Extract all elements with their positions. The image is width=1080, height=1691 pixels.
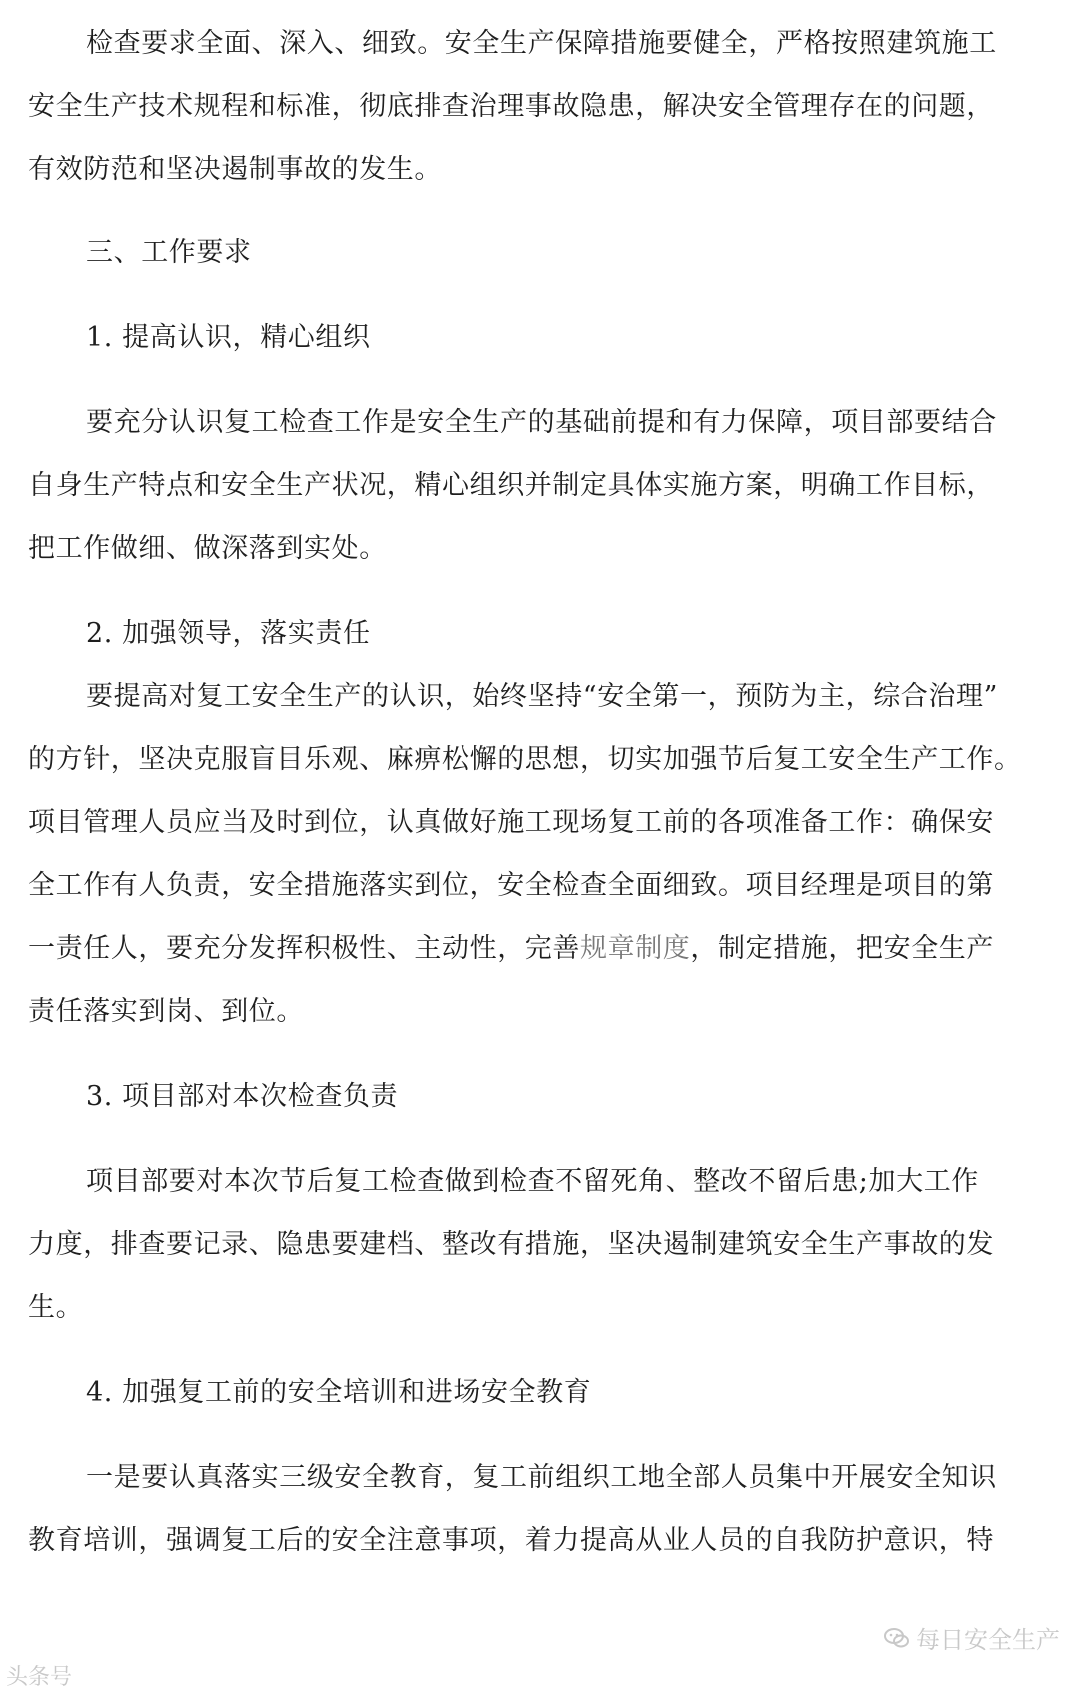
text-segment: ，制定措施，把安全生产 (690, 933, 995, 964)
text-line: 一是要认真落实三级安全教育，复工前组织工地全部人员集中开展安全知识 (86, 1462, 997, 1493)
subsection-heading: 3. 项目部对本次检查负责 (86, 1081, 399, 1112)
text-line: 把工作做细、做深落到实处。 (28, 533, 387, 564)
text-line: 全工作有人负责，安全措施落实到位，安全检查全面细致。项目经理是项目的第 (28, 870, 994, 901)
text-line: 安全生产技术规程和标准，彻底排查治理事故隐患，解决安全管理存在的问题， (28, 91, 994, 122)
text-line: 生。 (28, 1292, 84, 1323)
text-line: 项目部要对本次节后复工检查做到检查不留死角、整改不留后患;加大工作 (86, 1166, 979, 1197)
text-line: 力度，排查要记录、隐患要建档、整改有措施，坚决遏制建筑安全生产事故的发 (28, 1229, 994, 1260)
text-line: 教育培训，强调复工后的安全注意事项，着力提高从业人员的自我防护意识，特 (28, 1525, 994, 1556)
text-line (28, 932, 994, 966)
text-segment: 一责任人，要充分发挥积极性、主动性，完善 (28, 933, 580, 964)
wechat-icon (884, 1627, 910, 1649)
link-text: 规章制度 (580, 933, 691, 964)
watermark-right (884, 1620, 1060, 1655)
subsection-heading: 4. 加强复工前的安全培训和进场安全教育 (86, 1377, 592, 1408)
watermark-text: 每日安全生产 (916, 1626, 1060, 1654)
subsection-heading: 2. 加强领导，落实责任 (86, 618, 371, 649)
text-line: 有效防范和坚决遏制事故的发生。 (28, 154, 442, 185)
subsection-heading: 1. 提高认识，精心组织 (86, 322, 371, 353)
text-line: 要提高对复工安全生产的认识，始终坚持“安全第一，预防为主，综合治理” (86, 681, 999, 712)
text-line: 要充分认识复工检查工作是安全生产的基础前提和有力保障，项目部要结合 (86, 407, 997, 438)
text-line: 责任落实到岗、到位。 (28, 996, 304, 1027)
watermark-left (6, 1660, 72, 1691)
text-line: 自身生产特点和安全生产状况，精心组织并制定具体实施方案，明确工作目标， (28, 470, 994, 501)
text-line: 检查要求全面、深入、细致。安全生产保障措施要健全，严格按照建筑施工 (86, 28, 997, 59)
text-line: 项目管理人员应当及时到位，认真做好施工现场复工前的各项准备工作：确保安 (28, 807, 994, 838)
section-heading: 三、工作要求 (86, 237, 252, 268)
text-line: 的方针，坚决克服盲目乐观、麻痹松懈的思想，切实加强节后复工安全生产工作。 (28, 744, 1022, 775)
watermark-text: 头条号 (6, 1665, 73, 1690)
